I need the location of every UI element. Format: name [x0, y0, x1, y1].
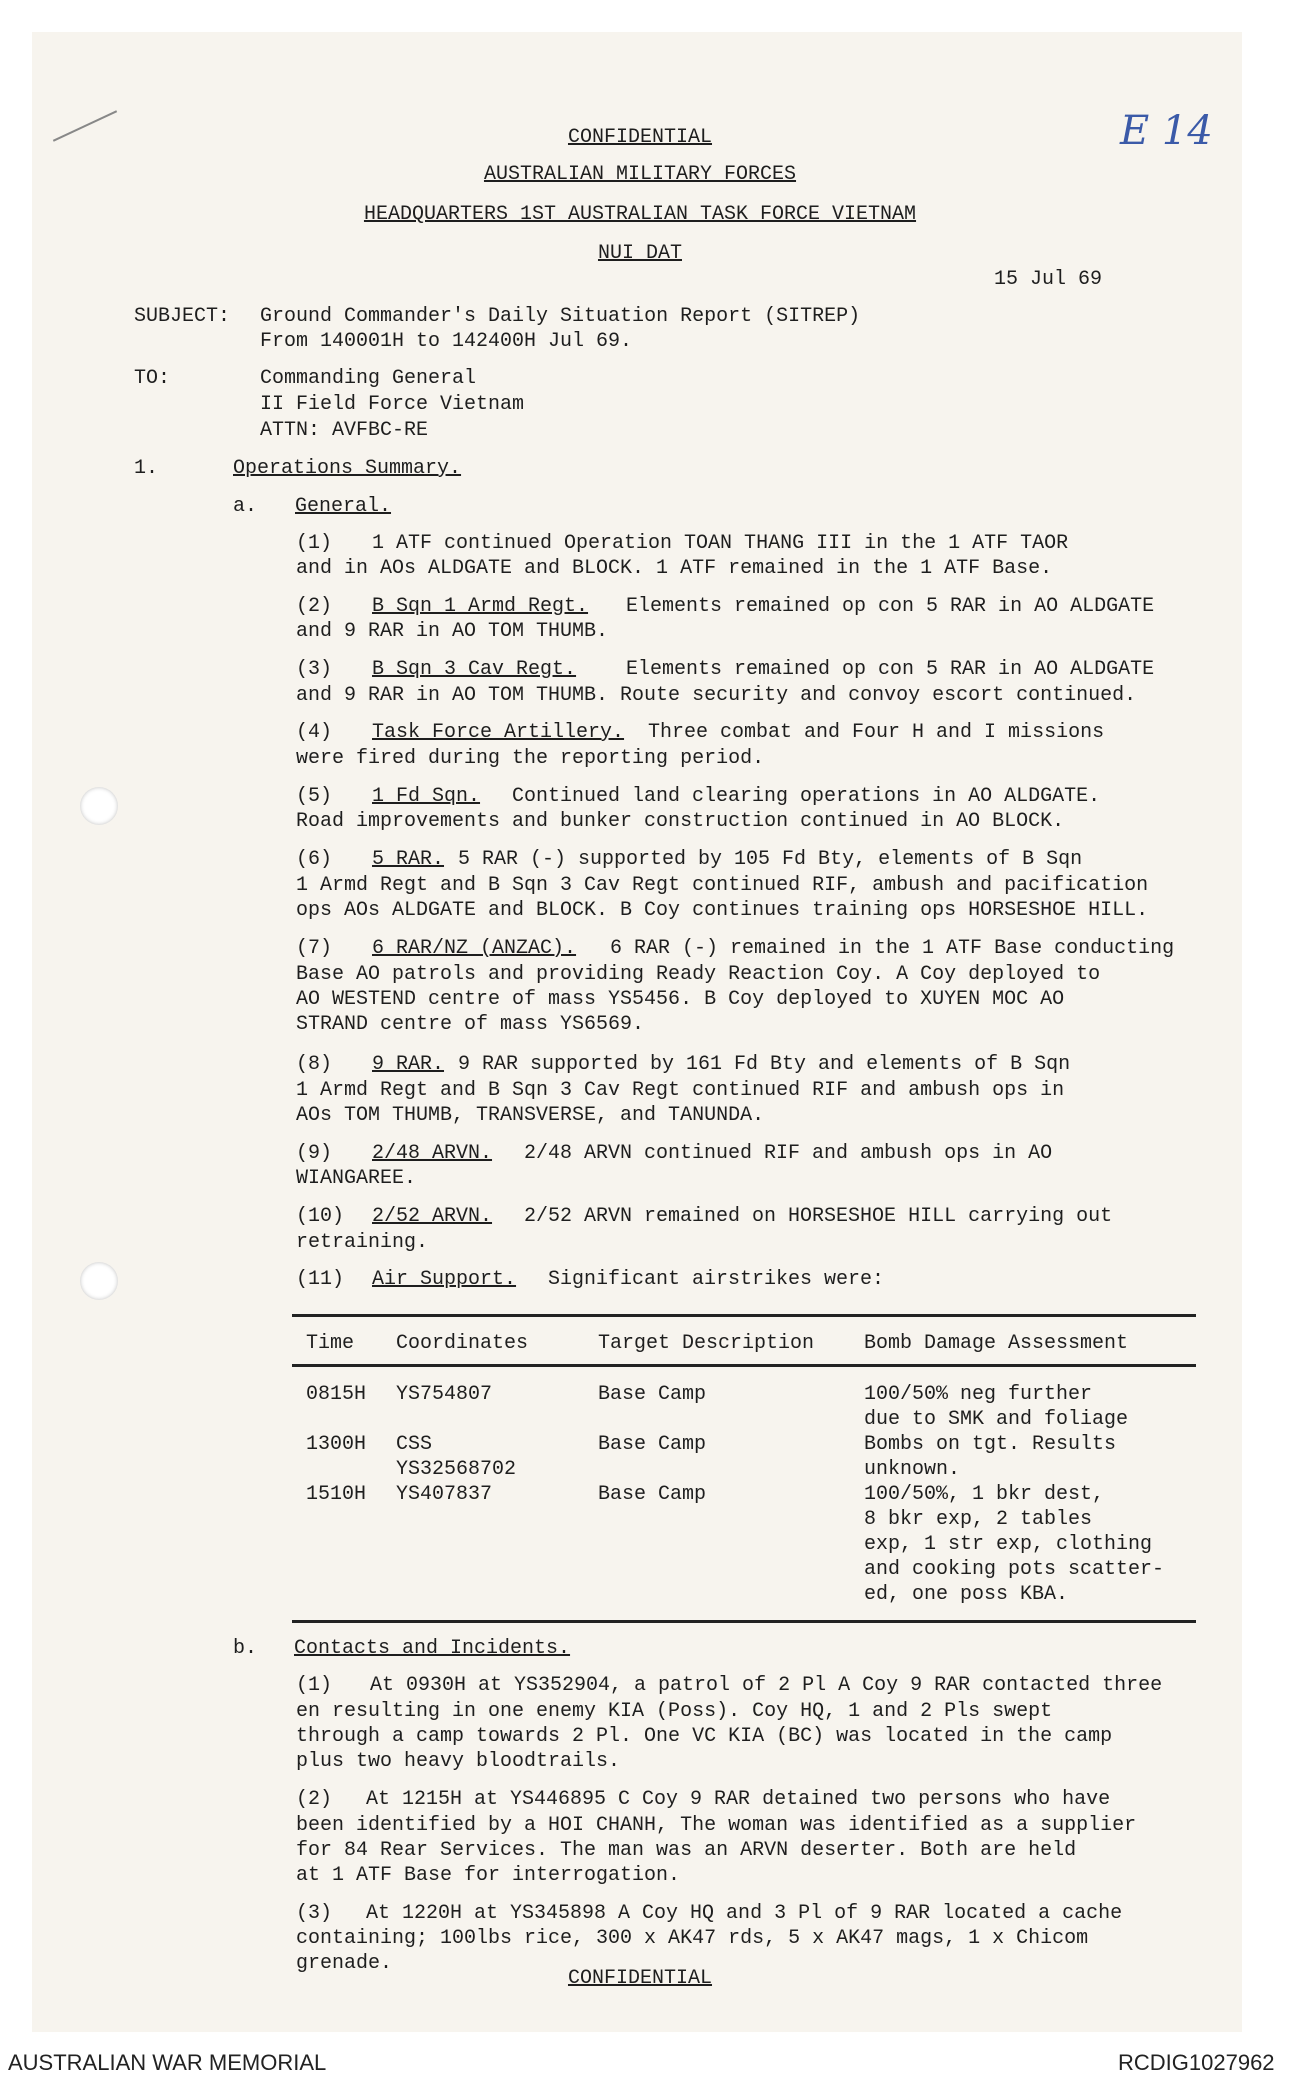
subsection-a-label: a. [233, 495, 258, 518]
table-cell-time: 1510H [306, 1483, 367, 1506]
para-text: been identified by a HOI CHANH, The woman was identified as a supplier [296, 1814, 1137, 1837]
para-text: Continued land clearing operations in AO ALDGATE. [512, 785, 1101, 808]
para-text: Elements remained op con 5 RAR in AO ALDGATE [626, 658, 1155, 681]
table-rule-top [292, 1314, 1196, 1317]
para-number: (2) [296, 1788, 333, 1811]
table-cell-bda: due to SMK and foliage [864, 1408, 1129, 1431]
para-text: 1 ATF continued Operation TOAN THANG III in the 1 ATF TAOR [372, 532, 1069, 555]
para-text: retraining. [296, 1231, 429, 1254]
classification-bottom: CONFIDENTIAL [567, 1967, 713, 1990]
to-line-2: II Field Force Vietnam [260, 393, 525, 416]
table-cell-target: Base Camp [598, 1433, 707, 1456]
subsection-b-label: b. [233, 1637, 258, 1660]
para-number: (6) [296, 848, 333, 871]
para-heading: 2/48 ARVN. [372, 1142, 493, 1165]
table-cell-target: Base Camp [598, 1483, 707, 1506]
para-number: (3) [296, 658, 333, 681]
table-cell-coordinates: YS754807 [396, 1383, 493, 1406]
table-cell-coordinates: CSS [396, 1433, 433, 1456]
table-cell-bda: 100/50% neg further [864, 1383, 1093, 1406]
para-text: plus two heavy bloodtrails. [296, 1750, 621, 1773]
para-text: 6 RAR (-) remained in the 1 ATF Base conducting [610, 937, 1175, 960]
para-text: Three combat and Four H and I missions [648, 721, 1105, 744]
para-heading: 6 RAR/NZ (ANZAC). [372, 937, 577, 960]
table-cell-bda: Bombs on tgt. Results [864, 1433, 1117, 1456]
para-number: (8) [296, 1053, 333, 1076]
para-text: 2/52 ARVN remained on HORSESHOE HILL carrying out [524, 1205, 1113, 1228]
table-cell-bda: and cooking pots scatter- [864, 1558, 1165, 1581]
para-text: through a camp towards 2 Pl. One VC KIA (BC) was located in the camp [296, 1725, 1113, 1748]
punch-hole-top [80, 787, 118, 825]
table-header-coordinates: Coordinates [396, 1332, 529, 1355]
para-number: (9) [296, 1142, 333, 1165]
para-number: (1) [296, 532, 333, 555]
section-number: 1. [134, 457, 159, 480]
para-text: 2/48 ARVN continued RIF and ambush ops in AO [524, 1142, 1053, 1165]
para-text: and 9 RAR in AO TOM THUMB. [296, 620, 609, 643]
para-text: containing; 100lbs rice, 300 x AK47 rds, 5 x AK47 mags, 1 x Chicom [296, 1927, 1089, 1950]
para-number: (7) [296, 937, 333, 960]
para-text: were fired during the reporting period. [296, 747, 765, 770]
para-number: (3) [296, 1902, 333, 1925]
table-cell-bda: exp, 1 str exp, clothing [864, 1533, 1153, 1556]
table-rule-header [292, 1364, 1196, 1367]
para-number: (10) [296, 1205, 345, 1228]
para-text: ops AOs ALDGATE and BLOCK. B Coy continues training ops HORSESHOE HILL. [296, 899, 1149, 922]
para-number: (5) [296, 785, 333, 808]
archive-name: AUSTRALIAN WAR MEMORIAL [8, 2050, 327, 2075]
table-cell-bda: unknown. [864, 1458, 961, 1481]
to-line-1: Commanding General [260, 367, 477, 390]
table-cell-coordinates: YS32568702 [396, 1458, 517, 1481]
para-text: en resulting in one enemy KIA (Poss). Coy HQ, 1 and 2 Pls swept [296, 1700, 1053, 1723]
para-text: and 9 RAR in AO TOM THUMB. Route security and convoy escort continued. [296, 684, 1137, 707]
table-header-target: Target Description [598, 1332, 815, 1355]
para-heading: 5 RAR. [372, 848, 445, 871]
para-text: 1 Armd Regt and B Sqn 3 Cav Regt continued RIF, ambush and pacification [296, 874, 1149, 897]
para-text: Base AO patrols and providing Ready Reaction Coy. A Coy deployed to [296, 963, 1101, 986]
table-cell-target: Base Camp [598, 1383, 707, 1406]
subsection-a-title: General. [295, 495, 392, 518]
table-header-bda: Bomb Damage Assessment [864, 1332, 1129, 1355]
section-title: Operations Summary. [233, 457, 462, 480]
para-text: and in AOs ALDGATE and BLOCK. 1 ATF remained in the 1 ATF Base. [296, 557, 1053, 580]
para-heading: 2/52 ARVN. [372, 1205, 493, 1228]
para-text: STRAND centre of mass YS6569. [296, 1013, 645, 1036]
handwritten-folio-number: E 14 [1120, 108, 1213, 154]
para-text: 9 RAR supported by 161 Fd Bty and elements of B Sqn [458, 1053, 1071, 1076]
para-heading: Task Force Artillery. [372, 721, 625, 744]
para-text: at 1 ATF Base for interrogation. [296, 1864, 681, 1887]
subject-line-2: From 140001H to 142400H Jul 69. [260, 330, 633, 353]
subject-label: SUBJECT: [134, 305, 231, 328]
para-number: (4) [296, 721, 333, 744]
para-text: Road improvements and bunker construction continued in AO BLOCK. [296, 810, 1065, 833]
para-text: At 1220H at YS345898 A Coy HQ and 3 Pl of 9 RAR located a cache [366, 1902, 1123, 1925]
para-number: (1) [296, 1674, 333, 1697]
to-line-3: ATTN: AVFBC-RE [260, 419, 429, 442]
classification-top: CONFIDENTIAL [567, 126, 713, 149]
para-text: Significant airstrikes were: [548, 1268, 885, 1291]
para-text: for 84 Rear Services. The man was an ARVN deserter. Both are held [296, 1839, 1077, 1862]
para-heading: Air Support. [372, 1268, 517, 1291]
para-number: (11) [296, 1268, 345, 1291]
para-text: AO WESTEND centre of mass YS5456. B Coy deployed to XUYEN MOC AO [296, 988, 1065, 1011]
hq-title: HEADQUARTERS 1ST AUSTRALIAN TASK FORCE VIETNAM [363, 203, 917, 226]
para-heading: B Sqn 3 Cav Regt. [372, 658, 577, 681]
table-cell-time: 0815H [306, 1383, 367, 1406]
para-text: Elements remained op con 5 RAR in AO ALDGATE [626, 595, 1155, 618]
to-label: TO: [134, 367, 171, 390]
para-text: WIANGAREE. [296, 1167, 417, 1190]
org-title: AUSTRALIAN MILITARY FORCES [483, 163, 797, 186]
table-cell-coordinates: YS407837 [396, 1483, 493, 1506]
para-text: 5 RAR (-) supported by 105 Fd Bty, elements of B Sqn [458, 848, 1083, 871]
report-date: 15 Jul 69 [994, 268, 1103, 291]
punch-hole-bottom [80, 1262, 118, 1300]
para-heading: B Sqn 1 Armd Regt. [372, 595, 589, 618]
table-cell-bda: 100/50%, 1 bkr dest, [864, 1483, 1105, 1506]
subsection-b-title: Contacts and Incidents. [294, 1637, 571, 1660]
para-text: AOs TOM THUMB, TRANSVERSE, and TANUNDA. [296, 1104, 765, 1127]
para-heading: 1 Fd Sqn. [372, 785, 481, 808]
para-text: At 0930H at YS352904, a patrol of 2 Pl A Coy 9 RAR contacted three [370, 1674, 1163, 1697]
table-cell-time: 1300H [306, 1433, 367, 1456]
para-heading: 9 RAR. [372, 1053, 445, 1076]
subject-line-1: Ground Commander's Daily Situation Report (SITREP) [260, 305, 861, 328]
para-number: (2) [296, 595, 333, 618]
table-cell-bda: ed, one poss KBA. [864, 1583, 1069, 1606]
table-rule-bottom [292, 1620, 1196, 1623]
para-text: 1 Armd Regt and B Sqn 3 Cav Regt continued RIF and ambush ops in [296, 1079, 1065, 1102]
table-cell-bda: 8 bkr exp, 2 tables [864, 1508, 1093, 1531]
table-header-time: Time [306, 1332, 355, 1355]
para-text: At 1215H at YS446895 C Coy 9 RAR detained two persons who have [366, 1788, 1111, 1811]
location: NUI DAT [597, 242, 682, 265]
para-text: grenade. [296, 1952, 393, 1975]
archive-id: RCDIG1027962 [1118, 2050, 1275, 2075]
